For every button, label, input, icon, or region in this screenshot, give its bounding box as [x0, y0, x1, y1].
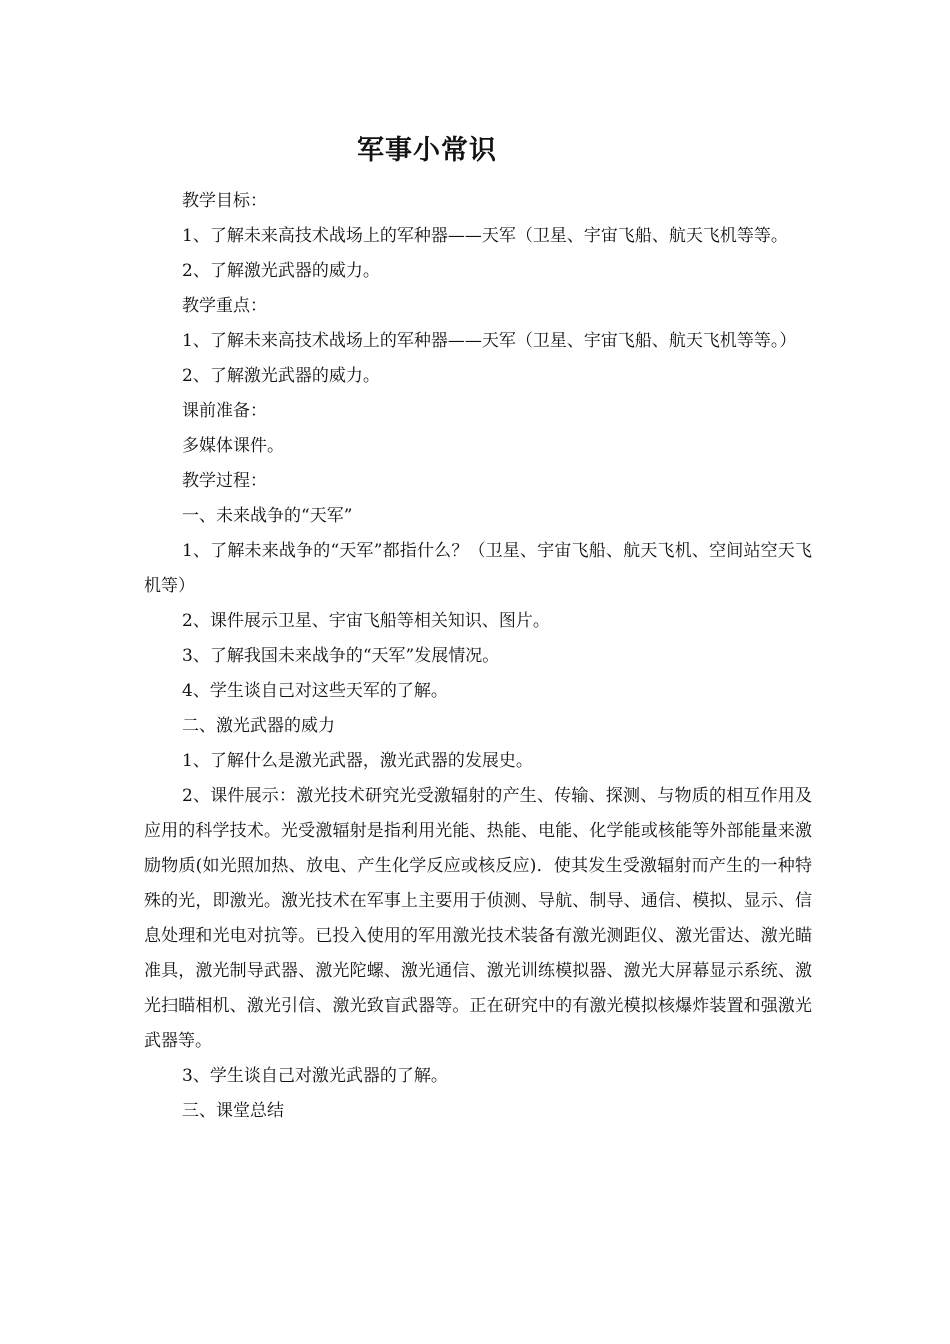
goal-item-1: 1、了解未来高技术战场上的军种器——天军（卫星、宇宙飞船、航天飞机等等。	[182, 226, 788, 246]
heading-teaching-process: 教学过程：	[182, 471, 267, 491]
section-1-item-2: 2、课件展示卫星、宇宙飞船等相关知识、图片。	[182, 611, 550, 631]
focus-item-2: 2、了解激光武器的威力。	[182, 366, 380, 386]
document-title: 军事小常识	[357, 135, 497, 166]
section-2-heading: 二、激光武器的威力	[182, 716, 335, 736]
heading-teaching-goals: 教学目标：	[182, 191, 267, 211]
heading-teaching-focus: 教学重点：	[182, 296, 267, 316]
heading-preparation: 课前准备：	[182, 401, 267, 421]
section-1-heading: 一、未来战争的“天军”	[182, 506, 353, 526]
document-body	[144, 184, 812, 1129]
section-2-item-2: 2、课件展示：激光技术研究光受激辐射的产生、传输、探测、与物质的相互作用及应用的科学技术。光受激辐射是指利用光能、热能、电能、化学能或核能等外部能量来激励物质(如光照加热、放电、产生化学反应或核反应)．使其发生受激辐射而产生的一种特殊的光，即激光。激光技术在军事上主要用于侦测、导航、制导、通信、模拟、显示、信息处理和光电对抗等。已投入使用的军用激光技术装备有激光测距仪、激光雷达、激光瞄准具，激光制导武器、激光陀螺、激光通信、激光训练模拟器、激光大屏幕显示系统、激光扫瞄相机、激光引信、激光致盲武器等。正在研究中的有激光模拟核爆炸装置和强激光武器等。	[144, 786, 812, 1051]
preparation-item: 多媒体课件。	[182, 436, 284, 456]
section-2-item-3: 3、学生谈自己对激光武器的了解。	[182, 1066, 448, 1086]
section-2-item-1: 1、了解什么是激光武器，激光武器的发展史。	[182, 751, 533, 771]
section-1-item-3: 3、了解我国未来战争的“天军”发展情况。	[182, 646, 500, 666]
section-1-item-4: 4、学生谈自己对这些天军的了解。	[182, 681, 448, 701]
section-1-item-1: 1、了解未来战争的“天军”都指什么？（卫星、宇宙飞船、航天飞机、空间站空天飞机等）	[144, 541, 812, 596]
section-3-heading: 三、课堂总结	[182, 1101, 284, 1121]
focus-item-1: 1、了解未来高技术战场上的军种器——天军（卫星、宇宙飞船、航天飞机等等。）	[182, 331, 797, 351]
goal-item-2: 2、了解激光武器的威力。	[182, 261, 380, 281]
